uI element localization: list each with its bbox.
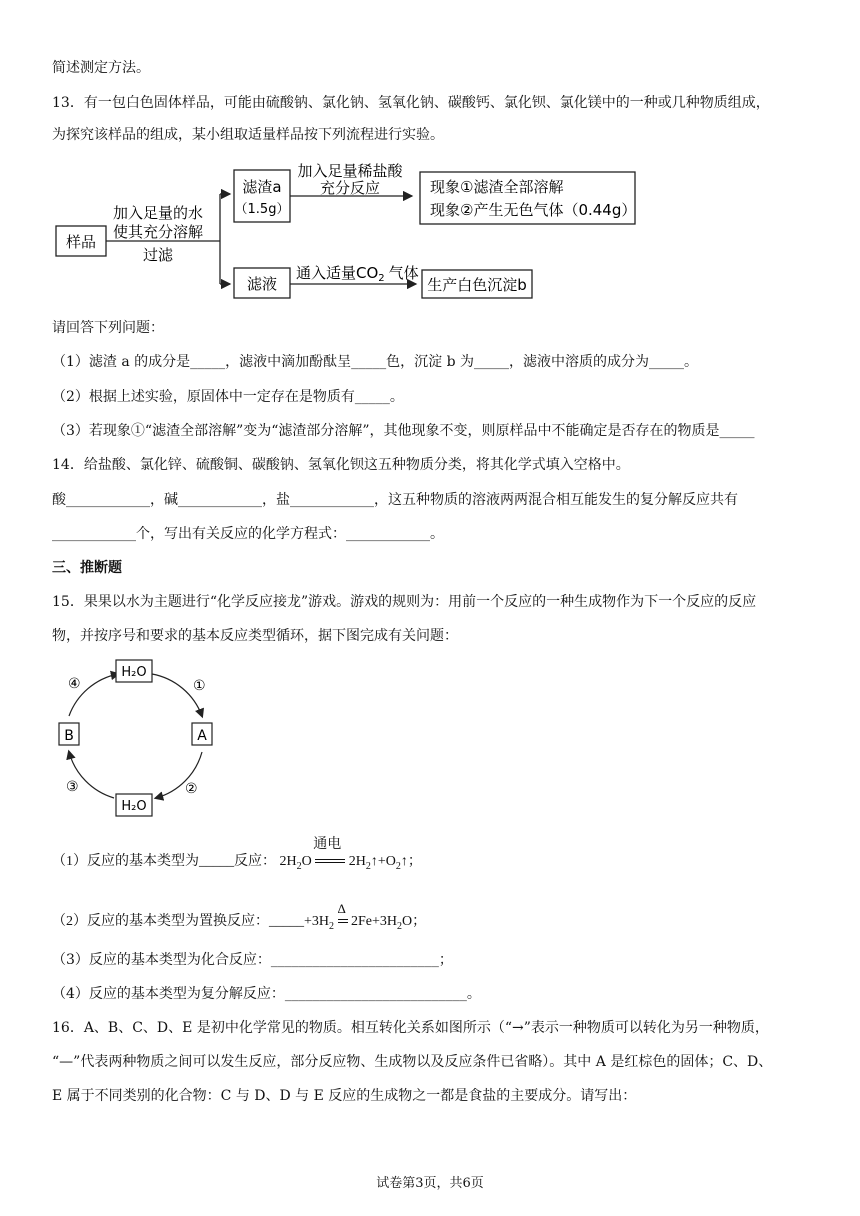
question-13-sub-3: （3）若现象①“滤渣全部溶解”变为“滤渣部分溶解”，其他现象不变，则原样品中不能确定是否存在的物质是_____: [52, 423, 755, 439]
text-line: 简述测定方法。: [52, 60, 150, 76]
flow-step1-b: 使其充分溶解: [112, 223, 204, 241]
eq-rhs-1-sub: 2: [365, 860, 371, 872]
question-15-sub-2: [52, 900, 427, 937]
eq2-rhs: 2Fe+3H: [351, 914, 398, 929]
eq-lhs-sub: 2: [296, 860, 302, 872]
section-heading: 三、推断题: [52, 560, 122, 576]
question-13-sub-2: （2）根据上述实验，原固体中一定存在是物质有_____。: [52, 389, 404, 405]
reaction-cycle-diagram: [52, 652, 232, 824]
cycle-top-water: H₂O: [121, 665, 147, 680]
eq2-condition: Δ: [337, 900, 346, 916]
experiment-flowchart: [50, 156, 650, 306]
eq-rhs-1: 2H: [348, 854, 366, 869]
question-14-line-1: 14．给盐酸、氯化锌、硫酸铜、碳酸钠、氢氧化钡这五种物质分类，将其化学式填入空格中。: [52, 457, 630, 473]
eq-lhs-tail: O: [301, 854, 312, 869]
cycle-step-1: ①: [193, 678, 206, 694]
question-13-sub-1: （1）滤渣 a 的成分是_____，滤液中滴加酚酞呈_____色，沉淀 b 为_____，滤液中溶质的成分为_____。: [52, 354, 699, 370]
flow-precipitate: 生产白色沉淀b: [427, 276, 527, 294]
cycle-node-b: B: [64, 728, 74, 744]
eq-rhs-2-sub: 2: [395, 860, 401, 872]
cycle-step-3: ③: [66, 779, 79, 795]
eq2-condition-arrow: [337, 900, 348, 929]
flow-observation-2: 现象②产生无色气体（0.44g）: [430, 201, 637, 219]
question-16-line-1: 16．A、B、C、D、E 是初中化学常见的物质。相互转化关系如图所示（“→”表示一种物质可以转化为另一种物质，: [52, 1020, 769, 1036]
question-13-line-2: 为探究该样品的组成，某小组取适量样品按下列流程进行实验。: [52, 127, 444, 143]
eq-condition: 通电: [313, 836, 342, 852]
eq-rhs-mid: ↑+O: [370, 854, 396, 869]
flow-co2-label: 通入适量$CO_2$ 气体: [296, 264, 419, 284]
eq-condition-arrow: [313, 836, 345, 869]
question-16-line-2: “—”代表两种物质之间可以发生反应，部分反应物、生成物以及反应条件已省略）。其中 A 是红棕色的固体；C、D、: [52, 1054, 773, 1070]
flow-sample: 样品: [65, 233, 97, 251]
question-13-prompt: 请回答下列问题：: [52, 320, 164, 336]
question-15-sub-4: （4）反应的基本类型为复分解反应：__________________________。: [52, 986, 481, 1002]
cycle-step-2: ②: [185, 781, 198, 797]
flow-acid-b: 充分反应: [319, 179, 381, 197]
question-16-line-3: E 属于不同类别的化合物：C 与 D、D 与 E 反应的生成物之一都是食盐的主要成分。请写出：: [52, 1088, 637, 1104]
cycle-step-4: ④: [68, 676, 81, 692]
question-14-line-2: 酸____________，碱____________，盐____________，这五种物质的溶液两两混合相互能发生的复分解反应共有: [52, 492, 738, 508]
cycle-bottom-water: H₂O: [121, 799, 147, 814]
sub-2-prefix: （2）反应的基本类型为置换反应：_____+3H: [52, 914, 330, 929]
sub-1-prefix: （1）反应的基本类型为_____反应：: [52, 854, 276, 869]
eq2-rhs-sub: 2: [397, 920, 403, 932]
flow-acid-a: 加入足量稀盐酸: [297, 162, 403, 180]
cycle-node-a: A: [197, 728, 207, 744]
flow-filtrate: 滤液: [246, 275, 278, 293]
question-15-sub-1: [52, 836, 422, 877]
flow-residue: 滤渣a: [242, 178, 282, 196]
question-15-line-2: 物，并按序号和要求的基本反应类型循环，据下图完成有关问题：: [52, 628, 458, 644]
question-13-line-1: 13．有一包白色固体样品，可能由硫酸钠、氯化钠、氢氧化钠、碳酸钙、氯化钡、氯化镁中的一种或几种物质组成，: [52, 95, 770, 111]
flow-step1-c: 过滤: [142, 246, 174, 264]
eq-rhs-end: ↑；: [400, 854, 422, 869]
eq-lhs: 2H: [279, 854, 297, 869]
question-14-line-3: ____________个，写出有关反应的化学方程式：____________。: [52, 526, 444, 542]
flow-step1-a: 加入足量的水: [112, 204, 204, 222]
eq2-rhs-end: O；: [402, 914, 427, 929]
flow-observation-1: 现象①滤渣全部溶解: [430, 178, 564, 196]
eq2-h-sub: 2: [329, 920, 335, 932]
question-15-line-1: 15．果果以水为主题进行“化学反应接龙”游戏。游戏的规则为：用前一个反应的一种生成物作为下一个反应的反应: [52, 594, 757, 610]
page-footer: 试卷第3页，共6页: [376, 1176, 484, 1191]
flow-residue-mass: （1.5g）: [234, 202, 290, 217]
question-15-sub-3: （3）反应的基本类型为化合反应：________________________；: [52, 952, 453, 968]
